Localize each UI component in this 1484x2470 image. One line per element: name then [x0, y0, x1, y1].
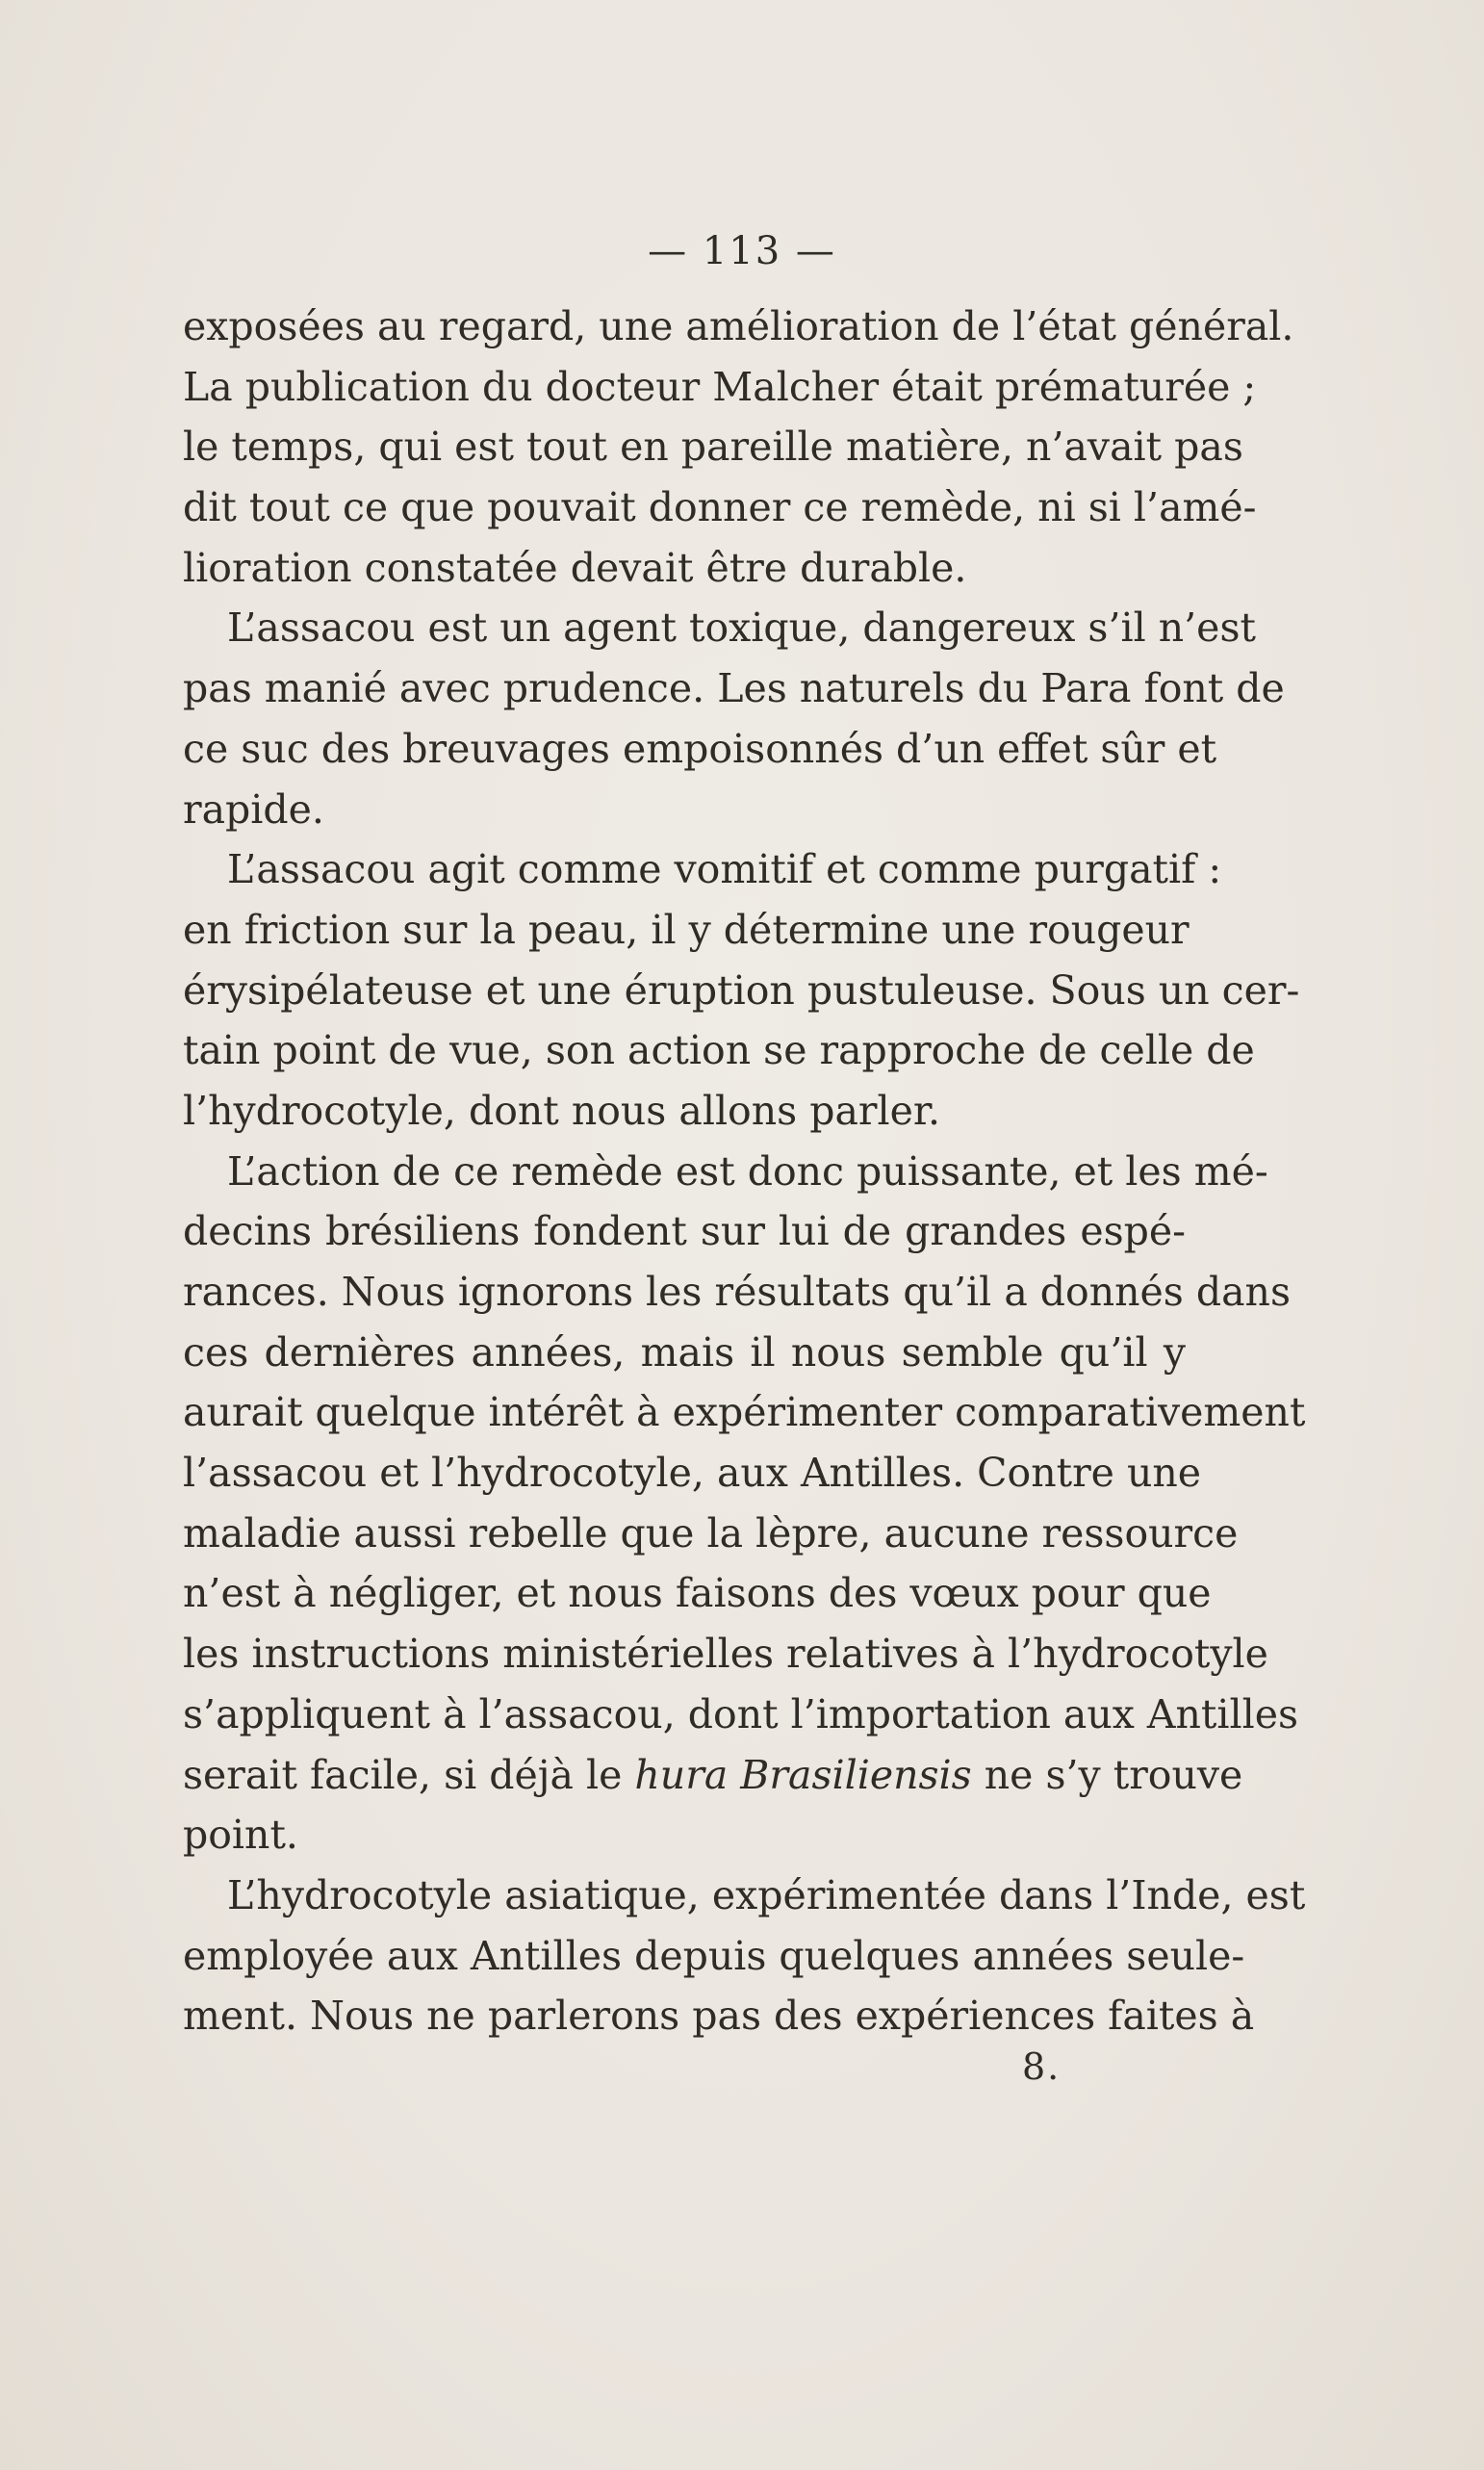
text-line: La publication du docteur Malcher était prématurée ;: [183, 363, 1257, 410]
text-line-with-italic: [183, 1745, 1243, 1806]
text-line: en friction sur la peau, il y détermine une rougeur: [183, 906, 1190, 953]
page-number-header: — 113 —: [648, 229, 836, 273]
text-line: érysipélateuse et une éruption pustuleuse. Sous un cer-: [183, 966, 1300, 1014]
text-line: lioration constatée devait être durable.: [183, 544, 967, 591]
text-line: decins brésiliens fondent sur lui de grandes espé-: [183, 1208, 1186, 1255]
text-segment: serait facile, si déjà le: [183, 1751, 635, 1798]
text-line: l’assacou et l’hydrocotyle, aux Antilles. Contre une: [183, 1450, 1202, 1497]
text-line: pas manié avec prudence. Les naturels du Para font de: [183, 665, 1285, 712]
text-line: dit tout ce que pouvait donner ce remède, ni si l’amé-: [183, 484, 1257, 531]
text-line: L’action de ce remède est donc puissante, et les mé-: [227, 1147, 1268, 1195]
text-line: s’appliquent à l’assacou, dont l’importation aux Antilles: [183, 1690, 1299, 1737]
text-line: les instructions ministérielles relatives à l’hydrocotyle: [183, 1631, 1268, 1678]
text-line: tain point de vue, son action se rapproche de celle de: [183, 1027, 1255, 1074]
text-line: employée aux Antilles depuis quelques années seule-: [183, 1932, 1245, 1979]
text-segment: ne s’y trouve: [971, 1751, 1243, 1798]
italic-taxon-name: hura Brasiliensis: [634, 1751, 972, 1798]
text-line: ces dernières années, mais il nous semble qu’il y: [183, 1328, 1186, 1376]
signature-mark: 8.: [1022, 2045, 1062, 2088]
text-line: n’est à négliger, et nous faisons des vœux pour que: [183, 1570, 1212, 1617]
text-line: ce suc des breuvages empoisonnés d’un effet sûr et: [183, 725, 1217, 772]
text-line: L’hydrocotyle asiatique, expérimentée dans l’Inde, est: [227, 1871, 1306, 1918]
body-text: [183, 296, 1306, 2046]
text-line: aurait quelque intérêt à expérimenter comparativement: [183, 1389, 1306, 1436]
text-line: rances. Nous ignorons les résultats qu’il a donnés dans: [183, 1269, 1292, 1315]
text-line: point.: [183, 1812, 298, 1859]
text-line: L’assacou agit comme vomitif et comme purgatif :: [227, 846, 1222, 893]
text-line: l’hydrocotyle, dont nous allons parler.: [183, 1087, 941, 1134]
text-line: rapide.: [183, 785, 324, 833]
text-line: L’assacou est un agent toxique, dangereux s’il n’est: [227, 605, 1256, 652]
text-line: ment. Nous ne parlerons pas des expériences faites à: [183, 1993, 1255, 2040]
text-line: le temps, qui est tout en pareille matière, n’avait pas: [183, 424, 1243, 471]
text-line: exposées au regard, une amélioration de l’état général.: [183, 303, 1294, 349]
text-line: maladie aussi rebelle que la lèpre, aucune ressource: [183, 1509, 1239, 1557]
